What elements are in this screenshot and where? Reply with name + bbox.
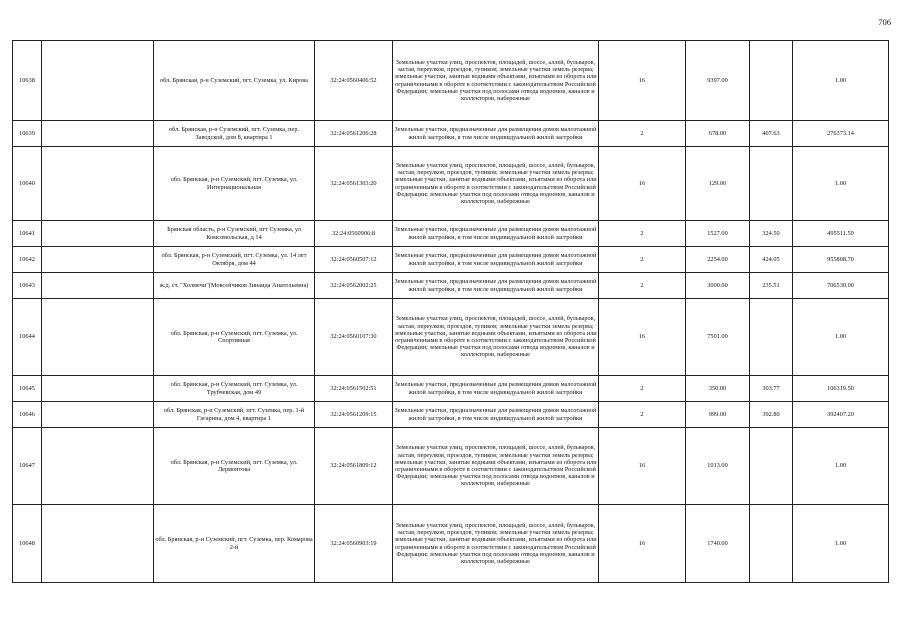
row-group: 16 — [599, 299, 686, 376]
row-group: 16 — [599, 41, 686, 121]
row-rate: 235.51 — [750, 273, 793, 299]
row-use: Земельные участки улиц, проспектов, площадей, шоссе, аллей, бульваров, застав, переулков, проездов, тупиков; земельные участки земель резерва; земельные участки, занятые водными объектами, изъятыми из оборота или ограниченными в обороте в соответствии с законодательством Российской Федерации; земельные участки под полосами отвода водоемов, каналов и коллекторов, набережные — [393, 505, 599, 583]
row-rate — [750, 428, 793, 505]
row-value: 1.00 — [793, 505, 889, 583]
row-id: 10639 — [13, 121, 42, 147]
row-id: 10643 — [13, 273, 42, 299]
row-use: Земельные участки, предназначенные для размещения домов малоэтажной жилой застройки, в том числе индивидуальной жилой застройки — [393, 221, 599, 247]
table-row — [13, 247, 889, 273]
row-value: 392407.20 — [793, 402, 889, 428]
empty-cell — [42, 299, 154, 376]
row-cadastral: 32:24:0560406:52 — [315, 41, 393, 121]
row-value: 706530.00 — [793, 273, 889, 299]
row-address: обл. Брянская, р-н Суземский, пгт. Суземка, ул. Трубчевская, дом 49 — [154, 376, 315, 402]
table-row — [13, 41, 889, 121]
row-cadastral: 32:24:0561502:51 — [315, 376, 393, 402]
row-value: 276373.14 — [793, 121, 889, 147]
row-value: 1.00 — [793, 147, 889, 221]
row-address: обл. Брянская, р-н Суземский, пгт. Суземка, пер. Комарова 2-й — [154, 505, 315, 583]
row-group: 16 — [599, 505, 686, 583]
row-cadastral: 32:24:0561809:12 — [315, 428, 393, 505]
row-group: 2 — [599, 273, 686, 299]
row-use: Земельные участки, предназначенные для размещения домов малоэтажной жилой застройки, в том числе индивидуальной жилой застройки — [393, 402, 599, 428]
empty-cell — [42, 402, 154, 428]
table-row — [13, 402, 889, 428]
row-cadastral: 32:24:0560903:19 — [315, 505, 393, 583]
row-use: Земельные участки, предназначенные для размещения домов малоэтажной жилой застройки, в том числе индивидуальной жилой застройки — [393, 273, 599, 299]
row-cadastral: 32:24:0560906:8 — [315, 221, 393, 247]
table-row — [13, 376, 889, 402]
row-rate — [750, 299, 793, 376]
row-value: 106319.50 — [793, 376, 889, 402]
row-rate: 303.77 — [750, 376, 793, 402]
row-address: обл. Брянская, р-н Суземский, пгт. Суземка, пер. 1-й Гагарина, дом 4, квартира 1 — [154, 402, 315, 428]
row-cadastral: 32:24:0562002:25 — [315, 273, 393, 299]
empty-cell — [42, 41, 154, 121]
row-cadastral: 32:24:0560107:30 — [315, 299, 393, 376]
row-area: 2254.00 — [686, 247, 750, 273]
row-use: Земельные участки, предназначенные для размещения домов малоэтажной жилой застройки, в том числе индивидуальной жилой застройки — [393, 247, 599, 273]
table-row — [13, 299, 889, 376]
row-cadastral: 32:24:0561303:20 — [315, 147, 393, 221]
empty-cell — [42, 376, 154, 402]
empty-cell — [42, 147, 154, 221]
row-area: 1740.00 — [686, 505, 750, 583]
row-value: 955808.70 — [793, 247, 889, 273]
row-id: 10642 — [13, 247, 42, 273]
table-row — [13, 273, 889, 299]
row-group: 16 — [599, 147, 686, 221]
row-id: 10638 — [13, 41, 42, 121]
row-area: 3000.00 — [686, 273, 750, 299]
row-group: 2 — [599, 376, 686, 402]
row-area: 1527.00 — [686, 221, 750, 247]
row-address: обл. Брянская, р-н Суземский, пгт. Суземка, ул. Спортивная — [154, 299, 315, 376]
row-id: 10646 — [13, 402, 42, 428]
row-group: 2 — [599, 121, 686, 147]
row-value: 1.00 — [793, 41, 889, 121]
row-use: Земельные участки, предназначенные для размещения домов малоэтажной жилой застройки, в том числе индивидуальной жилой застройки — [393, 121, 599, 147]
row-group: 2 — [599, 402, 686, 428]
row-group: 2 — [599, 221, 686, 247]
table-row — [13, 121, 889, 147]
row-rate — [750, 505, 793, 583]
table-row — [13, 147, 889, 221]
row-area: 1013.00 — [686, 428, 750, 505]
row-id: 10640 — [13, 147, 42, 221]
row-id: 10644 — [13, 299, 42, 376]
row-use: Земельные участки улиц, проспектов, площадей, шоссе, аллей, бульваров, застав, переулков, проездов, тупиков; земельные участки земель резерва; земельные участки, занятые водными объектами, изъятыми из оборота или ограниченными в обороте в соответствии с законодательством Российской Федерации; земельные участки под полосами отвода водоемов, каналов и коллекторов, набережные — [393, 428, 599, 505]
row-use: Земельные участки, предназначенные для размещения домов малоэтажной жилой застройки, в том числе индивидуальной жилой застройки — [393, 376, 599, 402]
row-rate — [750, 147, 793, 221]
row-area: 129.00 — [686, 147, 750, 221]
row-address: обл. Брянская, р-н Суземский, пгт. Суземка, ул. Лермонтова — [154, 428, 315, 505]
table-row — [13, 428, 889, 505]
row-cadastral: 32:24:0561206:28 — [315, 121, 393, 147]
row-use: Земельные участки улиц, проспектов, площадей, шоссе, аллей, бульваров, застав, переулков, проездов, тупиков; земельные участки земель резерва; земельные участки, занятые водными объектами, изъятыми из оборота или ограниченными в обороте в соответствии с законодательством Российской Федерации; земельные участки под полосами отвода водоемов, каналов и коллекторов, набережные — [393, 299, 599, 376]
row-address: ж.д. ст. "Холмечи"(Мовсейчиков Зинаида Анатольевна) — [154, 273, 315, 299]
row-area: 999.00 — [686, 402, 750, 428]
row-area: 7501.00 — [686, 299, 750, 376]
row-id: 10645 — [13, 376, 42, 402]
row-address: обл. Брянская, р-н Суземский, пгт. Суземка, ул. Кирова — [154, 41, 315, 121]
row-value: 1.00 — [793, 299, 889, 376]
empty-cell — [42, 273, 154, 299]
row-group: 2 — [599, 247, 686, 273]
row-address: обл. Брянская, р-н Суземский, пгт. Суземка, ул. Интернациональная — [154, 147, 315, 221]
row-use: Земельные участки улиц, проспектов, площадей, шоссе, аллей, бульваров, застав, переулков, проездов, тупиков; земельные участки земель резерва; земельные участки, занятые водными объектами, изъятыми из оборота или ограниченными в обороте в соответствии с законодательством Российской Федерации; земельные участки под полосами отвода водоемов, каналов и коллекторов, набережные — [393, 147, 599, 221]
row-area: 678.00 — [686, 121, 750, 147]
page-number: 706 — [878, 17, 891, 27]
row-rate: 407.63 — [750, 121, 793, 147]
row-value: 495511.50 — [793, 221, 889, 247]
empty-cell — [42, 247, 154, 273]
row-area: 350.00 — [686, 376, 750, 402]
row-rate — [750, 41, 793, 121]
table-row — [13, 505, 889, 583]
row-use: Земельные участки улиц, проспектов, площадей, шоссе, аллей, бульваров, застав, переулков, проездов, тупиков; земельные участки земель резерва; земельные участки, занятые водными объектами, изъятыми из оборота или ограниченными в обороте в соответствии с законодательством Российской Федерации; земельные участки под полосами отвода водоемов, каналов и коллекторов, набережные — [393, 41, 599, 121]
row-rate: 424.05 — [750, 247, 793, 273]
row-cadastral: 32:24:0561209:15 — [315, 402, 393, 428]
row-value: 1.00 — [793, 428, 889, 505]
row-address: обл. Брянская, р-н Суземский, пгт. Суземка, ул. 14 лет Октября, дом 44 — [154, 247, 315, 273]
row-id: 10641 — [13, 221, 42, 247]
row-area: 9397.00 — [686, 41, 750, 121]
empty-cell — [42, 505, 154, 583]
row-rate: 392.80 — [750, 402, 793, 428]
empty-cell — [42, 428, 154, 505]
row-cadastral: 32:24:0560507:12 — [315, 247, 393, 273]
table-row — [13, 221, 889, 247]
row-address: Брянская область, р-н Суземский, пгт Суземка, ул Комсомольская, д 14 — [154, 221, 315, 247]
row-group: 16 — [599, 428, 686, 505]
empty-cell — [42, 221, 154, 247]
land-registry-table — [12, 40, 889, 583]
row-id: 10648 — [13, 505, 42, 583]
row-address: обл. Брянская, р-н Суземский, пгт. Суземка, пер. Заводской, дом 8, квартира 1 — [154, 121, 315, 147]
table-body — [13, 41, 889, 583]
row-id: 10647 — [13, 428, 42, 505]
empty-cell — [42, 121, 154, 147]
row-rate: 324.50 — [750, 221, 793, 247]
